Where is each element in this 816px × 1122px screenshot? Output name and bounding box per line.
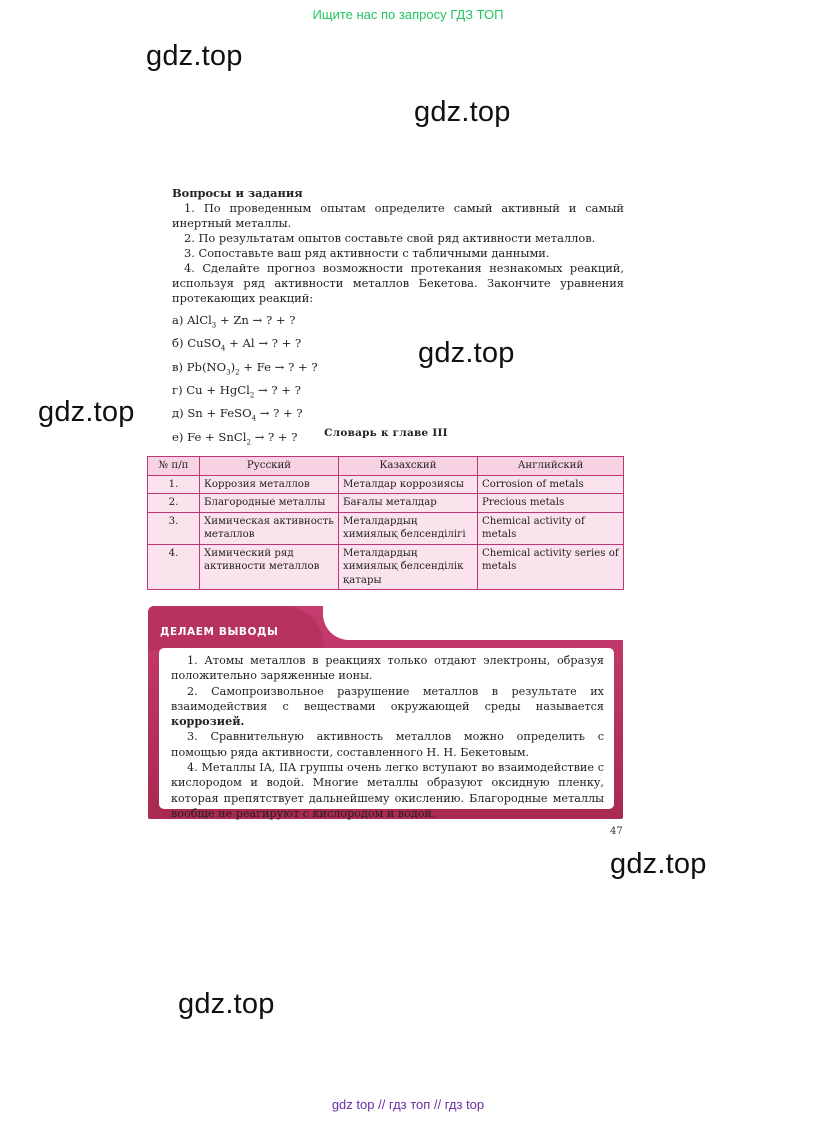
equation-b: б) CuSO$_4$ + Al → ? + ? <box>172 336 302 353</box>
table-cell: Corrosion of metals <box>478 475 624 494</box>
table-cell: 4. <box>148 544 200 590</box>
question-item: 2. По результатам опытов составьте свой ряд активности металлов. <box>184 231 596 245</box>
conclusion-item: 4. Металлы IA, IIA группы очень легко вступают во взаимодействие с кислородом и водой. Многие металлы образуют оксидную пленку, которая препятствует дальнейшему окислению. Благородные металлы вообще не реагируют с кислородом и водой. <box>171 761 604 820</box>
dictionary-table <box>147 456 624 590</box>
watermark-text: gdz.top <box>610 848 707 880</box>
page-number: 47 <box>610 826 623 837</box>
table-cell: Химический ряд активности металлов <box>200 544 339 590</box>
table-cell: 3. <box>148 512 200 544</box>
watermark-text: gdz.top <box>178 988 275 1020</box>
equation-d: г) Cu + HgCl$_2$ → ? + ? <box>172 382 301 400</box>
column-header: Английский <box>478 457 624 476</box>
top-banner[interactable]: Ищите нас по запросу ГДЗ ТОП <box>312 7 504 22</box>
table-cell: Металдардың химиялық белсенділік қатары <box>339 544 478 590</box>
table-row <box>148 475 624 494</box>
questions-section <box>172 186 624 451</box>
watermark-text: gdz.top <box>146 40 243 72</box>
column-header: Русский <box>200 457 339 476</box>
table-row <box>148 512 624 544</box>
corrosion-term: коррозией. <box>171 714 245 729</box>
table-cell: Коррозия металлов <box>200 475 339 494</box>
footer-links[interactable]: gdz top // гдз топ // гдз top <box>331 1097 485 1112</box>
question-item: 4. Сделайте прогноз возможности протекания незнакомых реакций, используя ряд активности металлов Бекетова. Закончите уравнения протекающих реакций: <box>172 261 624 305</box>
table-cell: Металдардың химиялық белсенділігі <box>339 512 478 544</box>
question-item: 3. Сопоставьте ваш ряд активности с табличными данными. <box>184 246 550 260</box>
equation-f: е) Fe + SnCl$_2$ → ? + ? <box>172 429 298 446</box>
equation-c: в) $Pb(NO_3)_2 + Fe$ → ? + ? <box>172 359 318 376</box>
table-header-row <box>148 457 624 476</box>
dictionary-title: Словарь к главе III <box>324 427 448 439</box>
conclusions-title: ДЕЛАЕМ ВЫВОДЫ <box>160 626 279 638</box>
watermark-text: gdz.top <box>418 337 515 369</box>
conclusion-item: 1. Атомы металлов в реакциях только отдают электроны, образуя положительно заряженные ионы. <box>171 654 604 683</box>
column-header: № п/п <box>148 457 200 476</box>
column-header: Казахский <box>339 457 478 476</box>
questions-heading: Вопросы и задания <box>172 186 303 200</box>
question-item: 1. По проведенным опытам определите самый активный и самый инертный металлы. <box>172 201 624 230</box>
table-cell: Chemical activity series of metals <box>478 544 624 590</box>
conclusion-item: 2. Самопроизвольное разрушение металлов в результате их взаимодействия с веществами окружающей среды называется коррозией. <box>171 684 604 729</box>
table-row <box>148 544 624 590</box>
equation-a: а) AlCl$_3$ + Zn → ? + ? <box>172 313 296 330</box>
table-cell: Бағалы металдар <box>339 494 478 513</box>
table-cell: Благородные металлы <box>200 494 339 513</box>
table-cell: 1. <box>148 475 200 494</box>
table-cell: Precious metals <box>478 494 624 513</box>
table-cell: 2. <box>148 494 200 513</box>
table-cell: Chemical activity of metals <box>478 512 624 544</box>
table-cell: Металдар коррозиясы <box>339 475 478 494</box>
table-row <box>148 494 624 513</box>
watermark-text: gdz.top <box>414 96 511 128</box>
equation-e: д) Sn + FeSO$_4$ → ? + ? <box>172 406 303 423</box>
conclusions-content <box>159 648 614 820</box>
conclusion-item: 3. Сравнительную активность металлов можно определить с помощью ряда активности, составленного Н. Н. Бекетовым. <box>171 730 604 759</box>
table-cell: Химическая активность металлов <box>200 512 339 544</box>
watermark-text: gdz.top <box>38 396 135 428</box>
